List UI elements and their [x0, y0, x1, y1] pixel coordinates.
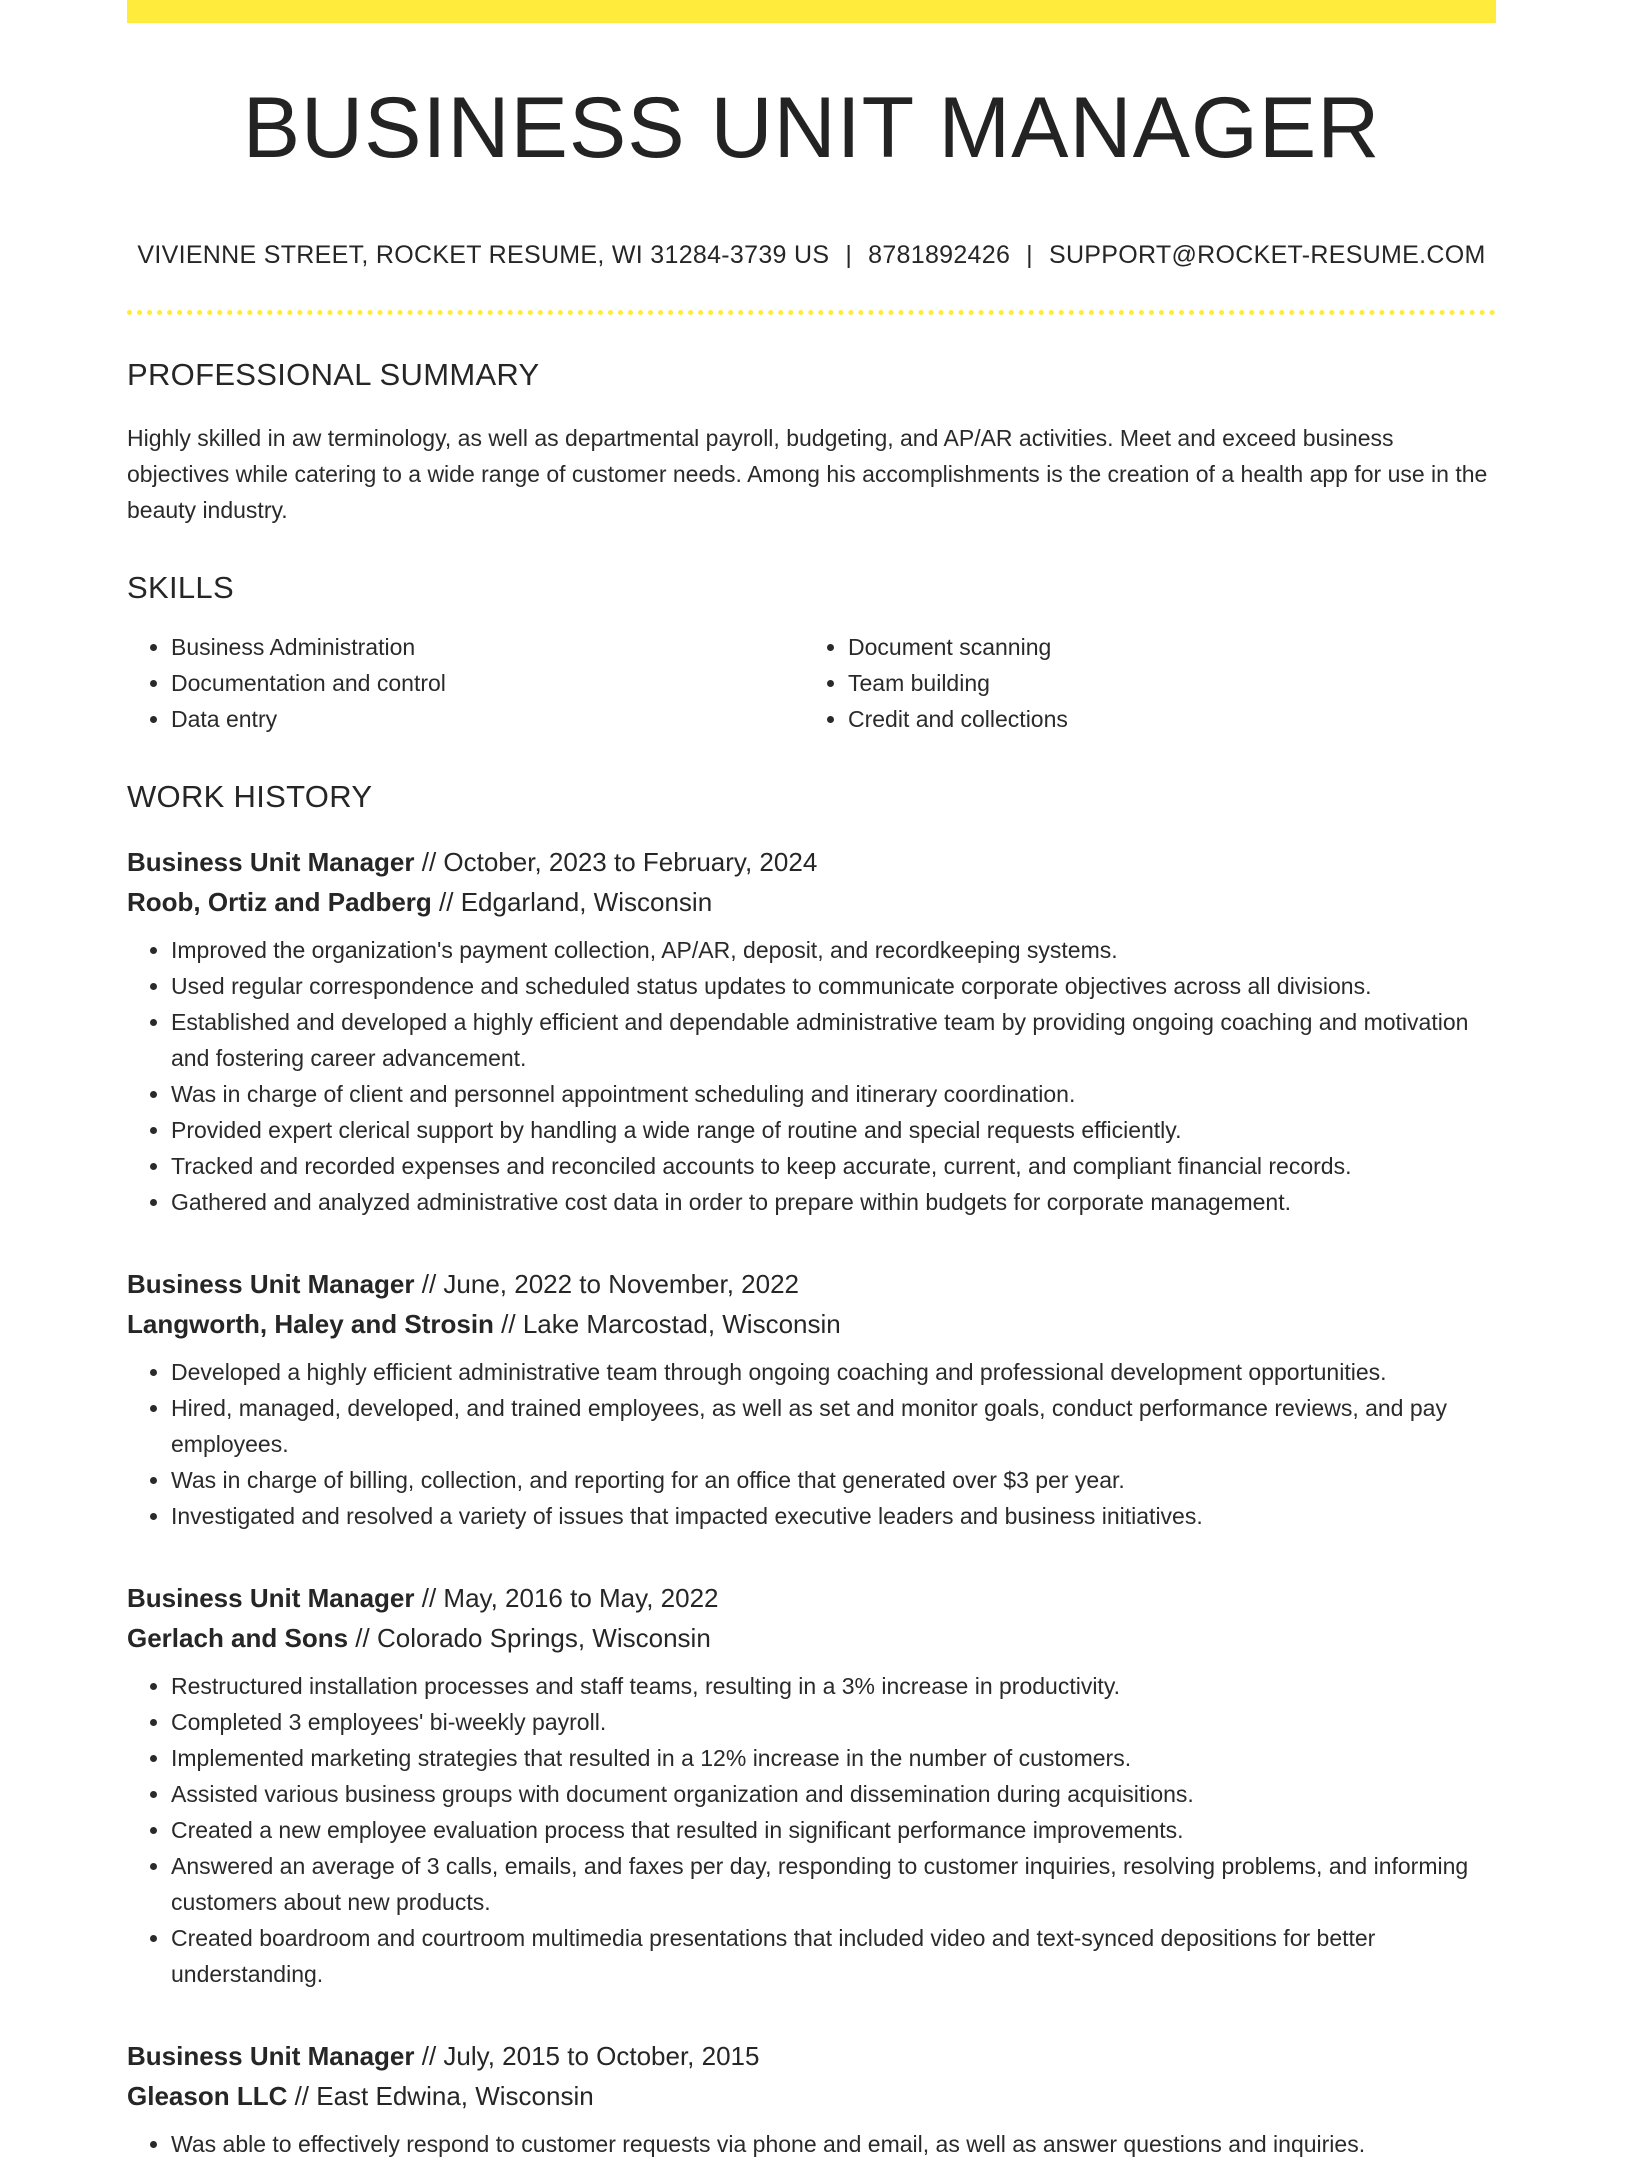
- job-company: Roob, Ortiz and Padberg: [127, 887, 432, 917]
- top-accent-bar: [127, 0, 1496, 23]
- section-heading-skills: SKILLS: [127, 570, 234, 605]
- job-location: // East Edwina, Wisconsin: [287, 2081, 594, 2111]
- job-bullet-item: • Created boardroom and courtroom multimedia presentations that included video and text-synced depositions for better understanding.: [171, 1920, 1496, 1992]
- job-bullet-item: • Implemented marketing strategies that resulted in a 12% increase in the number of customers.: [171, 1740, 1496, 1776]
- section-heading-summary: PROFESSIONAL SUMMARY: [127, 357, 540, 392]
- job-bullet-item: • Developed a highly efficient administrative team through ongoing coaching and professional development opportunities.: [171, 1354, 1496, 1390]
- job-bullet-item: • Improved the organization's payment collection, AP/AR, deposit, and recordkeeping systems.: [171, 932, 1496, 968]
- skills-column-left: [127, 629, 804, 737]
- job-company: Gleason LLC: [127, 2081, 288, 2111]
- skill-item: • Credit and collections: [848, 701, 1481, 737]
- resume-title: BUSINESS UNIT MANAGER: [242, 80, 1381, 176]
- job-entry: [127, 1578, 1496, 1992]
- contact-line: [127, 243, 1496, 268]
- skill-item: • Data entry: [171, 701, 804, 737]
- job-bullet-item: • Was in charge of billing, collection, and reporting for an office that generated over $3 per year.: [171, 1462, 1496, 1498]
- job-entry: [127, 842, 1496, 1220]
- job-location: // Edgarland, Wisconsin: [431, 887, 713, 917]
- job-location: // Lake Marcostad, Wisconsin: [493, 1309, 841, 1339]
- job-role: Business Unit Manager: [127, 1269, 415, 1299]
- job-bullet-item: • Completed 3 employees' bi-weekly payroll.: [171, 1704, 1496, 1740]
- work-history-list: [127, 842, 1496, 2162]
- job-bullet-item: • Tracked and recorded expenses and reconciled accounts to keep accurate, current, and compliant financial records.: [171, 1148, 1496, 1184]
- job-bullet-item: • Gathered and analyzed administrative cost data in order to prepare within budgets for corporate management.: [171, 1184, 1496, 1220]
- job-title-line: [127, 2036, 1496, 2076]
- job-bullet-item: • Restructured installation processes and staff teams, resulting in a 3% increase in productivity.: [171, 1668, 1496, 1704]
- address: VIVIENNE STREET, ROCKET RESUME, WI 31284-3739 US: [137, 241, 830, 269]
- phone[interactable]: 8781892426: [868, 241, 1011, 269]
- job-entry: [127, 1264, 1496, 1534]
- job-bullet-item: • Used regular correspondence and scheduled status updates to communicate corporate objectives across all divisions.: [171, 968, 1496, 1004]
- job-bullet-item: • Answered an average of 3 calls, emails, and faxes per day, responding to customer inquiries, resolving problems, and informing customers about new products.: [171, 1848, 1496, 1920]
- skill-item: • Business Administration: [171, 629, 804, 665]
- job-bullet-item: • Created a new employee evaluation process that resulted in significant performance improvements.: [171, 1812, 1496, 1848]
- skill-item: • Documentation and control: [171, 665, 804, 701]
- skills-list: [127, 629, 1496, 737]
- separator: |: [845, 241, 853, 269]
- section-heading-work-history: WORK HISTORY: [127, 779, 373, 814]
- job-bullets: [127, 2126, 1496, 2162]
- job-company: Langworth, Haley and Strosin: [127, 1309, 494, 1339]
- job-dates: // July, 2015 to October, 2015: [414, 2041, 760, 2071]
- job-title-line: [127, 1578, 1496, 1618]
- job-bullet-item: • Investigated and resolved a variety of issues that impacted executive leaders and business initiatives.: [171, 1498, 1496, 1534]
- job-title-line: [127, 842, 1496, 882]
- job-company-line: [127, 1618, 1496, 1658]
- job-bullet-item: • Assisted various business groups with document organization and dissemination during acquisitions.: [171, 1776, 1496, 1812]
- job-bullet-item: • Was able to effectively respond to customer requests via phone and email, as well as answer questions and inquiries.: [171, 2126, 1496, 2162]
- skill-item: • Document scanning: [848, 629, 1481, 665]
- job-entry: [127, 2036, 1496, 2162]
- job-bullet-item: • Hired, managed, developed, and trained employees, as well as set and monitor goals, conduct performance reviews, and pay employees.: [171, 1390, 1496, 1462]
- job-bullets: [127, 932, 1496, 1220]
- job-bullets: [127, 1354, 1496, 1534]
- job-company: Gerlach and Sons: [127, 1623, 349, 1653]
- job-role: Business Unit Manager: [127, 2041, 415, 2071]
- job-dates: // May, 2016 to May, 2022: [414, 1583, 719, 1613]
- job-location: // Colorado Springs, Wisconsin: [348, 1623, 711, 1653]
- dotted-divider: [127, 310, 1496, 315]
- job-company-line: [127, 882, 1496, 922]
- job-dates: // October, 2023 to February, 2024: [414, 847, 818, 877]
- job-bullet-item: • Provided expert clerical support by handling a wide range of routine and special requests efficiently.: [171, 1112, 1496, 1148]
- separator: |: [1026, 241, 1033, 269]
- email-link[interactable]: SUPPORT@ROCKET-RESUME.COM: [1048, 241, 1486, 269]
- job-dates: // June, 2022 to November, 2022: [414, 1269, 799, 1299]
- job-company-line: [127, 2076, 1496, 2116]
- job-bullets: [127, 1668, 1496, 1992]
- resume-page: [127, 0, 1496, 2162]
- job-title-line: [127, 1264, 1496, 1304]
- job-company-line: [127, 1304, 1496, 1344]
- summary-text: Highly skilled in aw terminology, as well as departmental payroll, budgeting, and AP/AR activities. Meet and exceed business objectives while catering to a wide range of customer needs. Among his accomplishments is the creation of a health app for use in the beauty industry.: [127, 425, 1488, 523]
- job-bullet-item: • Established and developed a highly efficient and dependable administrative team by providing ongoing coaching and motivation and fostering career advancement.: [171, 1004, 1496, 1076]
- job-role: Business Unit Manager: [127, 847, 415, 877]
- job-bullet-item: • Was in charge of client and personnel appointment scheduling and itinerary coordination.: [171, 1076, 1496, 1112]
- skills-column-right: [804, 629, 1481, 737]
- skill-item: • Team building: [848, 665, 1481, 701]
- job-role: Business Unit Manager: [127, 1583, 415, 1613]
